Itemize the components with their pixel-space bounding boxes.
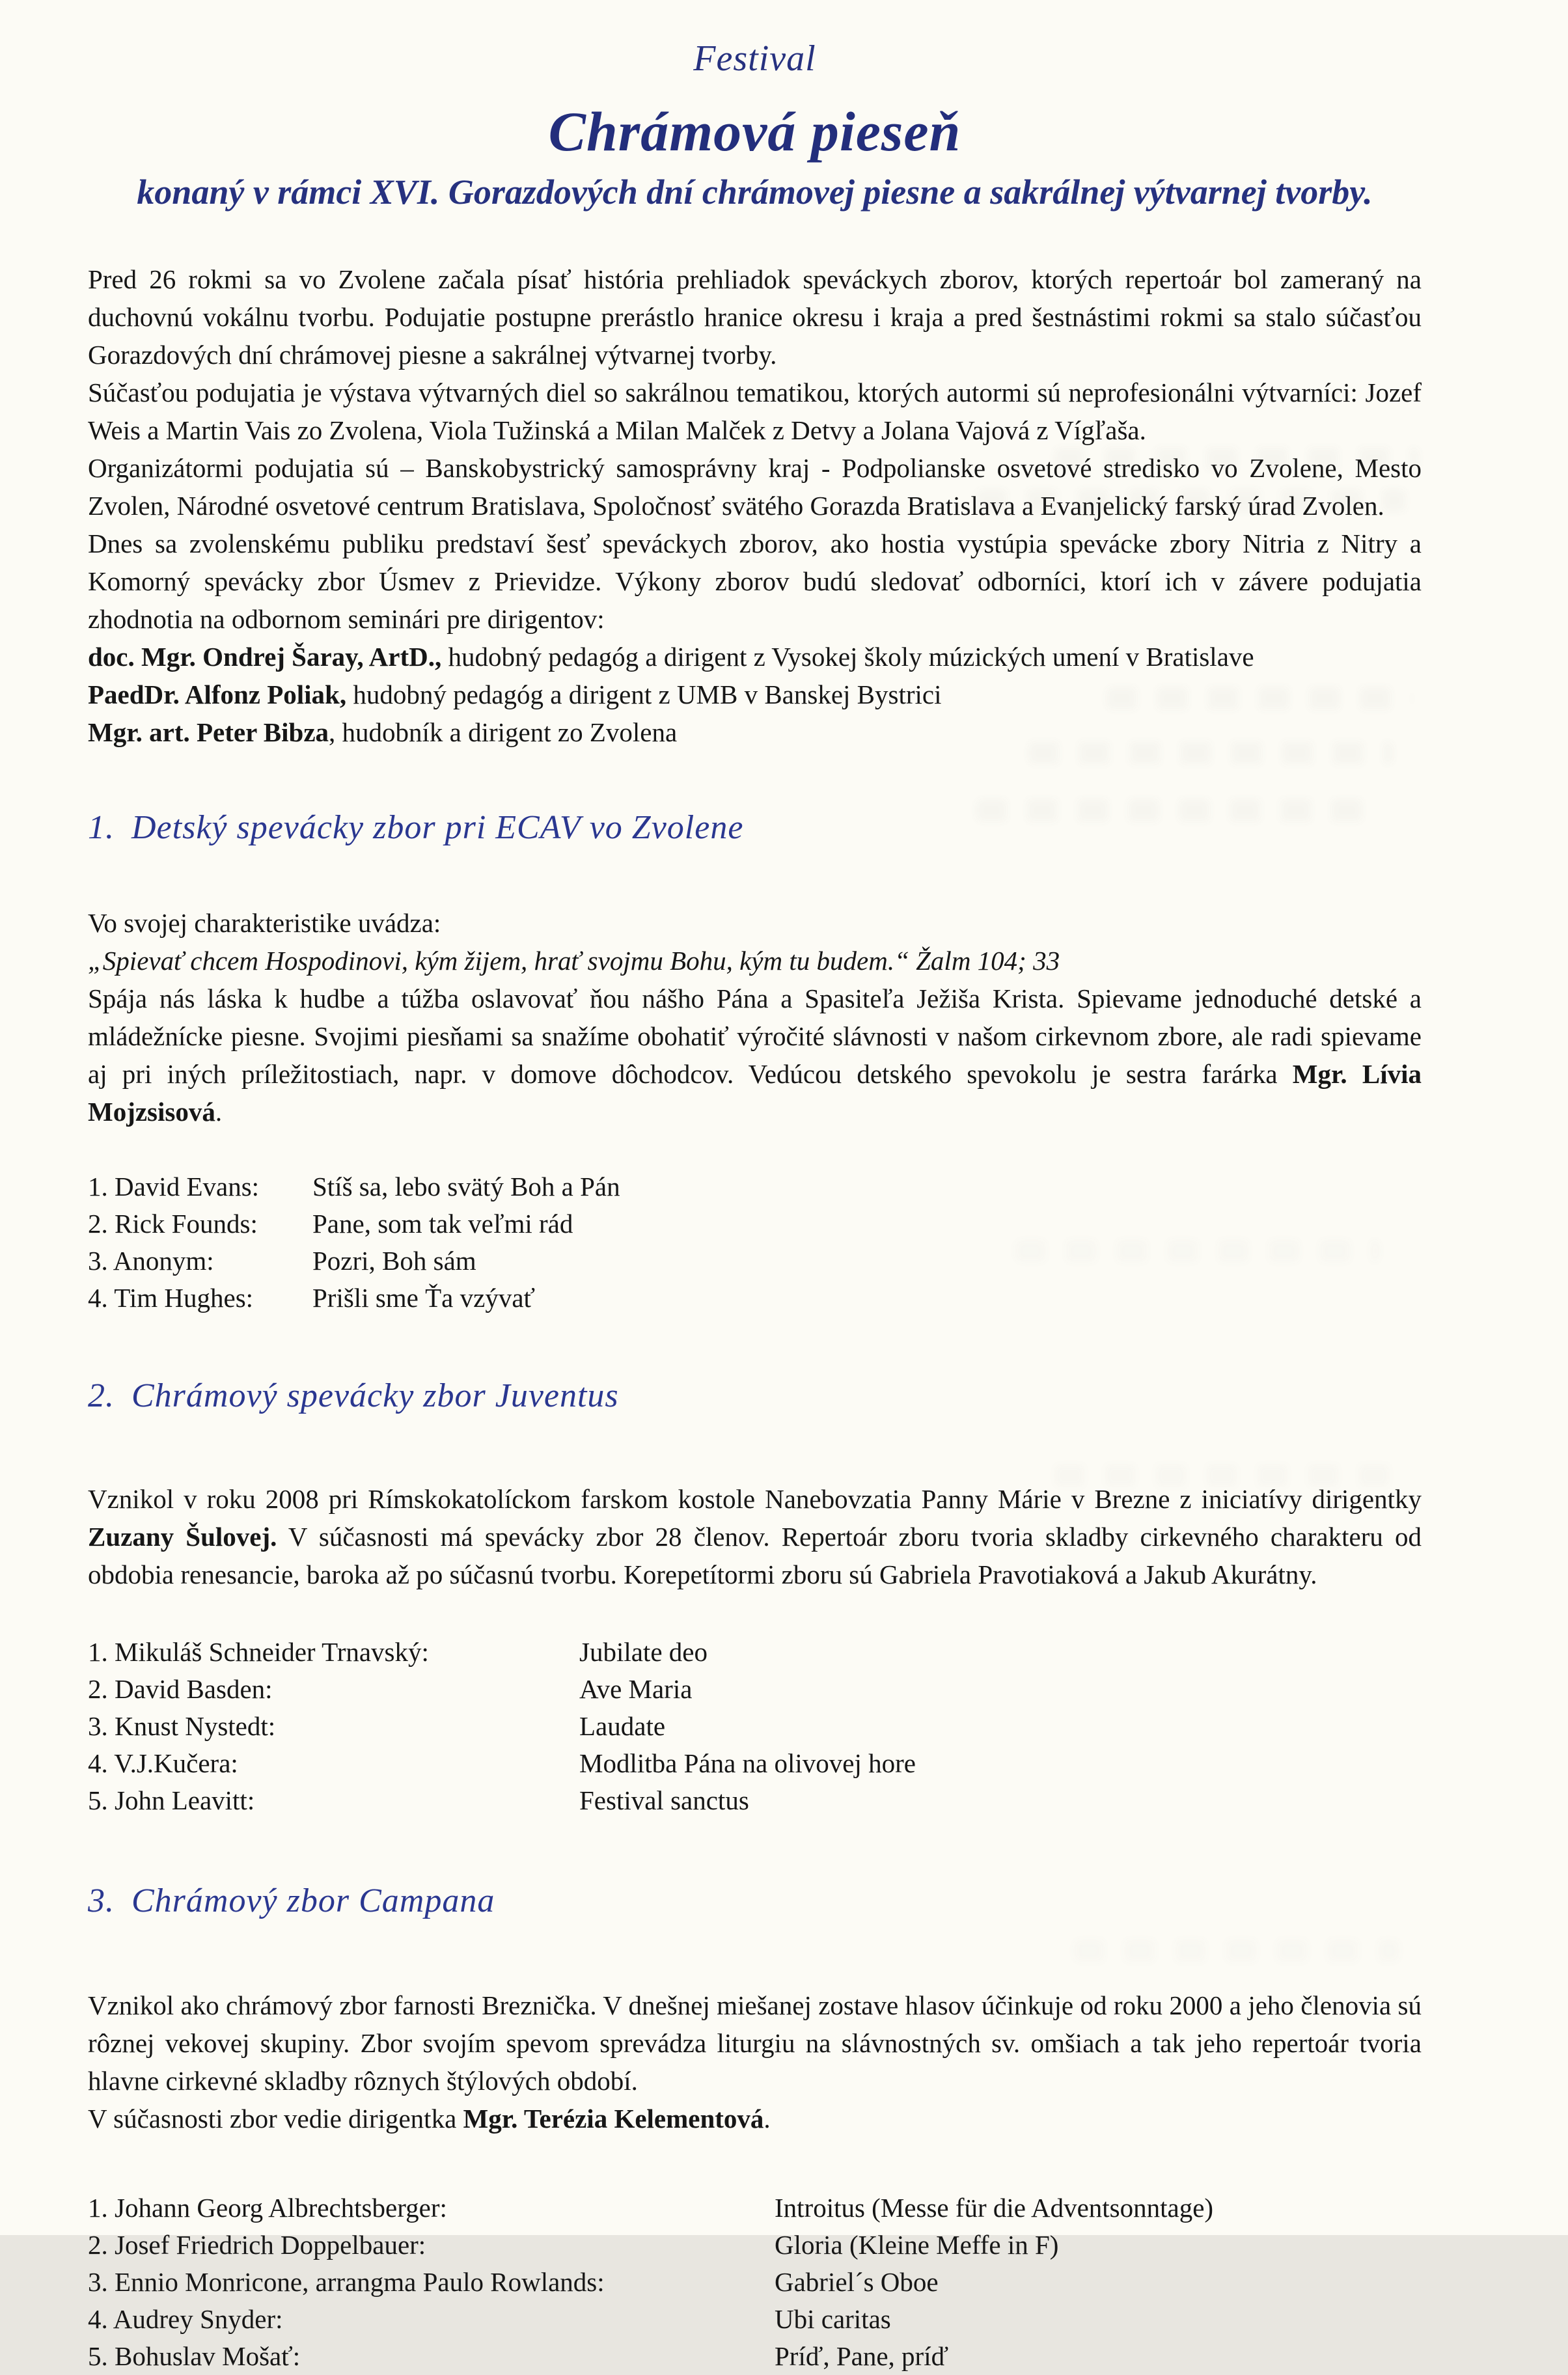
choir-title: Detský spevácky zbor pri ECAV vo Zvolene xyxy=(131,809,744,846)
choir-heading-3 xyxy=(88,1882,1422,1920)
repertoire-row xyxy=(88,2227,1422,2264)
repertoire-row xyxy=(88,1782,1422,1819)
description-text: . xyxy=(763,2104,771,2134)
description-text: Spája nás láska k hudbe a túžba oslavovať ňou nášho Pána a Spasiteľa Ježiša Krista. Spievame jednoduché detské a mládežnícke piesne. Svojimi piesňami sa snažíme obohatiť výročité slávnosti v našom cirkevnom zbore, ale radi spievame aj pri iných príležitostiach, napr. v domove dôchodcov. Vedúcou detského spevokolu je sestra farárka xyxy=(88,983,1422,1089)
composer: 3. Knust Nystedt: xyxy=(88,1711,276,1741)
choir-title: Chrámový spevácky zbor Juventus xyxy=(131,1377,619,1414)
piece: Pozri, Boh sám xyxy=(312,1246,476,1276)
choir-quote: „Spievať chcem Hospodinovi, kým žijem, hrať svojmu Bohu, kým tu budem.“ Žalm 104; 33 xyxy=(88,946,1060,976)
conductor-name: Mgr. Lívia Mojzsisová xyxy=(88,1059,1422,1127)
jury-member xyxy=(88,713,1422,751)
piece: Jubilate deo xyxy=(579,1637,708,1667)
choir-section-3 xyxy=(88,1882,1422,2375)
jury-member-role: hudobný pedagóg a dirigent z UMB v Banskej Bystrici xyxy=(346,680,942,709)
choir-number: 1. xyxy=(88,809,115,846)
repertoire-list-3 xyxy=(88,2190,1422,2375)
piece: Introitus (Messe für die Adventsonntage) xyxy=(775,2193,1214,2223)
composer: 4. Audrey Snyder: xyxy=(88,2304,283,2334)
repertoire-row xyxy=(88,1168,1422,1205)
composer: 1. Johann Georg Albrechtsberger: xyxy=(88,2193,447,2223)
repertoire-row xyxy=(88,1671,1422,1708)
jury-member-name: Mgr. art. Peter Bibza xyxy=(88,717,329,747)
piece: Gloria (Kleine Meffe in F) xyxy=(775,2230,1059,2260)
choir-heading-2 xyxy=(88,1377,1422,1415)
choir-heading-1 xyxy=(88,808,1422,847)
composer: 3. Anonym: xyxy=(88,1246,214,1276)
jury-member-name: PaedDr. Alfonz Poliak, xyxy=(88,680,347,709)
jury-member-role: hudobný pedagóg a dirigent z Vysokej školy múzických umení v Bratislave xyxy=(441,642,1254,672)
jury-member xyxy=(88,638,1422,676)
composer: 1. Mikuláš Schneider Trnavský: xyxy=(88,1637,429,1667)
piece: Pane, som tak veľmi rád xyxy=(312,1209,573,1239)
composer: 5. John Leavitt: xyxy=(88,1785,255,1815)
piece: Modlitba Pána na olivovej hore xyxy=(579,1748,916,1778)
conductor-name: Mgr. Terézia Kelementová xyxy=(463,2104,764,2134)
intro-paragraph-2: Súčasťou podujatia je výstava výtvarných diel so sakrálnou tematikou, ktorých autormi sú neprofesionálni výtvarníci: Jozef Weis a Martin Vais zo Zvolena, Viola Tužinská a Milan Malček z Detvy a Jolana Vajová z Vígľaša. xyxy=(88,378,1422,445)
piece: Ave Maria xyxy=(579,1674,693,1704)
choir-conductor-line xyxy=(88,2100,1422,2137)
repertoire-row xyxy=(88,2264,1422,2301)
intro-section xyxy=(88,260,1422,751)
piece: Gabriel´s Oboe xyxy=(775,2267,939,2297)
page-subtitle: konaný v rámci XVI. Gorazdových dní chrámovej piesne a sakrálnej výtvarnej tvorby. xyxy=(137,172,1373,212)
composer: 1. David Evans: xyxy=(88,1172,260,1201)
piece: Laudate xyxy=(579,1711,666,1741)
description-text: Vznikol v roku 2008 pri Rímskokatolíckom farskom kostole Nanebovzatia Panny Márie v Brezne z iniciatívy dirigentky xyxy=(88,1484,1422,1514)
choir-section-2 xyxy=(88,1377,1422,1819)
choir-description xyxy=(88,980,1422,1131)
jury-member-role: , hudobník a dirigent zo Zvolena xyxy=(329,717,678,747)
page-title: Chrámová pieseň xyxy=(548,100,961,163)
piece: Príď, Pane, príď xyxy=(775,2341,949,2371)
intro-paragraph-3: Organizátormi podujatia sú – Banskobystrický samosprávny kraj - Podpolianske osvetové stredisko vo Zvolene, Mesto Zvolen, Národné osvetové centrum Bratislava, Spoločnosť svätého Gorazda Bratislava a Evanjelický farský úrad Zvolen. xyxy=(88,453,1422,521)
composer: 4. V.J.Kučera: xyxy=(88,1748,238,1778)
jury-member xyxy=(88,676,1422,713)
composer: 4. Tim Hughes: xyxy=(88,1283,254,1313)
choir-number: 3. xyxy=(88,1882,115,1919)
composer: 5. Bohuslav Mošať: xyxy=(88,2341,301,2371)
repertoire-row xyxy=(88,2301,1422,2338)
choir-lead: Vo svojej charakteristike uvádza: xyxy=(88,908,441,938)
composer: 2. Rick Founds: xyxy=(88,1209,258,1239)
description-text: V súčasnosti má spevácky zbor 28 členov. Repertoár zboru tvoria skladby cirkevného charakteru od obdobia renesancie, baroka až po súčasnú tvorbu. Korepetítormi zboru sú Gabriela Pravotiaková a Jakub Akurátny. xyxy=(88,1522,1422,1589)
repertoire-row xyxy=(88,1242,1422,1280)
description-text: V súčasnosti zbor vedie dirigentka xyxy=(88,2104,463,2134)
intro-paragraph-1: Pred 26 rokmi sa vo Zvolene začala písať história prehliadok speváckych zborov, ktorých repertoár bol zameraný na duchovnú vokálnu tvorbu. Podujatie postupne prerástlo hranice okresu i kraja a pred šestnástimi rokmi sa stalo súčasťou Gorazdových dní chrámovej piesne a sakrálnej výtvarnej tvorby. xyxy=(88,264,1422,370)
composer: 3. Ennio Monricone, arrangma Paulo Rowlands: xyxy=(88,2267,605,2297)
composer: 2. Josef Friedrich Doppelbauer: xyxy=(88,2230,426,2260)
repertoire-row xyxy=(88,2190,1422,2227)
choir-number: 2. xyxy=(88,1377,115,1414)
piece: Festival sanctus xyxy=(579,1785,749,1815)
repertoire-row xyxy=(88,1205,1422,1242)
piece: Prišli sme Ťa vzývať xyxy=(312,1283,536,1313)
repertoire-row xyxy=(88,1745,1422,1782)
piece: Ubi caritas xyxy=(775,2304,891,2334)
choir-title: Chrámový zbor Campana xyxy=(131,1882,495,1919)
repertoire-row xyxy=(88,1634,1422,1671)
document-header xyxy=(88,38,1422,212)
repertoire-list-2 xyxy=(88,1634,1422,1819)
repertoire-list-1 xyxy=(88,1168,1422,1317)
intro-paragraph-4: Dnes sa zvolenskému publiku predstaví šesť speváckych zborov, ako hostia vystúpia spevácke zbory Nitria z Nitry a Komorný spevácky zbor Úsmev z Prievidze. Výkony zborov budú sledovať odborníci, ktorí ich v závere podujatia zhodnotia na odbornom seminári pre dirigentov: xyxy=(88,529,1422,634)
description-text: . xyxy=(215,1097,223,1127)
jury-member-name: doc. Mgr. Ondrej Šaray, ArtD., xyxy=(88,642,442,672)
choir-description xyxy=(88,1480,1422,1593)
choir-description: Vznikol ako chrámový zbor farnosti Breznička. V dnešnej miešanej zostave hlasov účinkuje od roku 2000 a jeho členovia sú rôznej vekovej skupiny. Zbor svojím spevom sprevádza liturgiu na slávnostných sv. omšiach a tak jeho repertoár tvoria hlavne cirkevné skladby rôznych štýlových období. xyxy=(88,1990,1422,2096)
choir-section-1 xyxy=(88,808,1422,1317)
repertoire-row xyxy=(88,1708,1422,1745)
conductor-name: Zuzany Šulovej. xyxy=(88,1522,277,1552)
composer: 2. David Basden: xyxy=(88,1674,273,1704)
festival-label: Festival xyxy=(693,38,816,79)
repertoire-row xyxy=(88,2338,1422,2375)
piece: Stíš sa, lebo svätý Boh a Pán xyxy=(312,1172,620,1201)
repertoire-row xyxy=(88,1280,1422,1317)
